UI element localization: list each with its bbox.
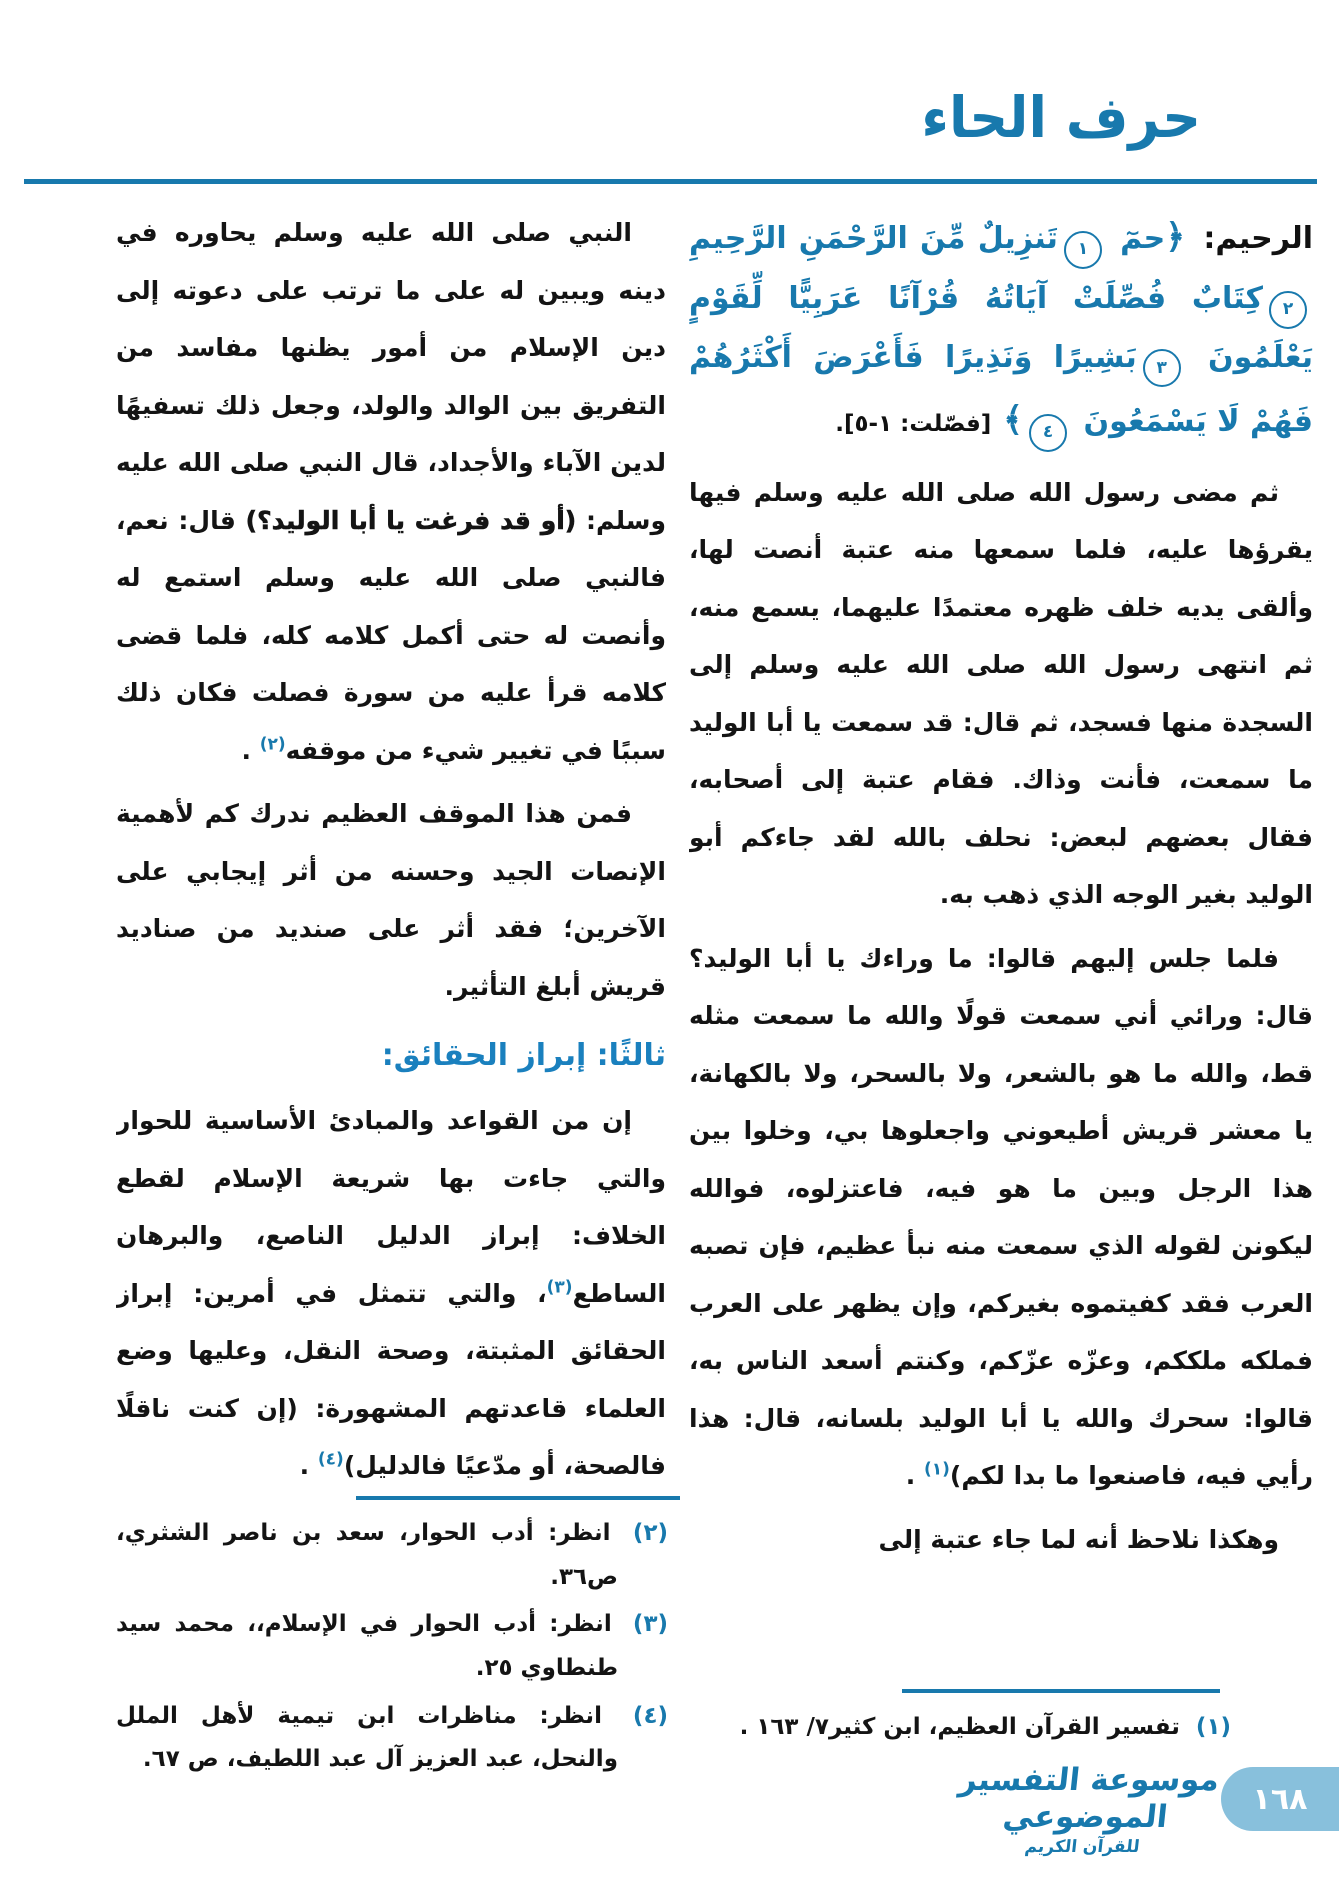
paragraph <box>116 204 666 779</box>
publisher-logo-subtitle: للقرآن الكريم <box>1023 1837 1141 1858</box>
footnote-ref: (٤) <box>317 1449 344 1470</box>
chapter-title: حرف الحاء <box>921 84 1201 151</box>
page-number-badge <box>1221 1767 1339 1831</box>
ayah-number: ٢ <box>1269 291 1307 329</box>
footnote <box>116 1512 668 1599</box>
bold-run: (أو قد فرغت يا أبا الوليد؟) <box>245 505 577 535</box>
footnotes-right <box>671 1706 1231 1754</box>
text-run: . <box>299 1451 318 1480</box>
footnote-text: تفسير القرآن العظيم، ابن كثير٧/ ١٦٣ . <box>739 1714 1188 1740</box>
footnote-ref: (٣) <box>546 1277 573 1298</box>
publisher-logo <box>936 1762 1236 1858</box>
verse-text: تَنزِيلٌ مِّنَ الرَّحْمَنِ الرَّحِيمِ <box>689 221 1058 256</box>
left-column-paragraphs <box>116 204 666 1488</box>
text-run: إن من القواعد والمبادئ الأساسية للحوار والتي جاءت بها شريعة الإسلام لقطع الخلاف: إبراز الدليل الناصع، والبرهان الساطع <box>116 1106 666 1308</box>
footnote-text: انظر: أدب الحوار في الإسلام،، محمد سيد طنطاوي ٢٥. <box>116 1611 625 1682</box>
header-rule <box>24 179 1317 184</box>
verse-text: حمٓ <box>1107 221 1166 256</box>
text-run: ثم مضى رسول الله صلى الله عليه وسلم فيها يقرؤها عليه، فلما سمعها منه عتبة أنصت لها، وألقى يديه خلف ظهره معتمدًا عليهما، يسمع منه، ثم انتهى رسول الله صلى الله عليه وسلم إلى السجدة منها فسجد، ثم قال: قد سمعت يا أبا الوليد ما سمعت، فأنت وذاك. فقام عتبة إلى أصحابه، فقال بعضهم لبعض: نحلف بالله لقد جاءكم أبو الوليد بغير الوجه الذي ذهب به. <box>689 477 1313 910</box>
verse-close-bracket: ﴾ <box>991 400 1024 441</box>
footnotes-left <box>116 1512 668 1786</box>
paragraph <box>689 464 1313 924</box>
paragraph <box>689 1511 1313 1569</box>
text-run: ، والتي تتمثل في أمرين: إبراز الحقائق المثبتة، وصحة النقل، وعليها وضع العلماء قاعدتهم المشهورة: (إن كنت ناقلًا فالصحة، أو مدّعيًا فالدليل) <box>116 1278 666 1480</box>
footnote-marker: (٤) <box>632 1702 668 1729</box>
text-run: وهكذا نلاحظ أنه لما جاء عتبة إلى <box>878 1524 1279 1554</box>
page-number: ١٦٨ <box>1252 1781 1308 1817</box>
verse-reference: [فصّلت: ١-٥]. <box>835 411 992 438</box>
paragraph <box>689 930 1313 1505</box>
footnote <box>116 1603 668 1690</box>
paragraph <box>116 785 666 1015</box>
footnote-text: انظر: مناظرات ابن تيمية لأهل الملل والنحل، عبد العزيز آل عبد اللطيف، ص ٦٧. <box>116 1702 625 1773</box>
footnote-marker: (٢) <box>632 1520 668 1546</box>
text-run: فلما جلس إليهم قالوا: ما وراءك يا أبا الوليد؟ قال: ورائي أني سمعت قولًا والله ما سمعت مثله قط، والله ما هو بالشعر، ولا بالسحر، ولا بالكهانة، يا معشر قريش أطيعوني واجعلوها بي، وخلوا بين هذا الرجل وبين ما هو فيه، فاعتزلوه، فوالله ليكونن لقوله الذي سمعت منه نبأ عظيم، فإن تصبه العرب فقد كفيتموه بغيركم، وإن يظهر على العرب فملكه ملككم، وعزّه عزّكم، وكنتم أسعد الناس به، قالوا: سحرك والله يا أبا الوليد بلسانه، قال: هذا رأيي فيه، فاصنعوا ما بدا لكم) <box>689 943 1313 1491</box>
right-column-paragraphs <box>689 464 1313 1569</box>
left-column <box>116 204 666 1488</box>
verse-text: بَشِيرًا وَنَذِيرًا فَأَعْرَضَ أَكْثَرُهُمْ فَهُمْ لَا يَسْمَعُونَ <box>689 339 1313 440</box>
footnote-marker: (٣) <box>632 1611 668 1638</box>
ayah-number: ١ <box>1064 231 1102 269</box>
footnote-ref: (١) <box>923 1459 950 1480</box>
paragraph <box>116 1092 666 1488</box>
text-run: قال: نعم، فالنبي صلى الله عليه وسلم استمع له وأنصت له حتى أكمل كلامه كله، فلما قضى كلامه قرأ عليه من سورة فصلت فكان ذلك سببًا في تغيير شيء من موقفه <box>116 505 666 765</box>
footnote-ref: (٢) <box>259 734 286 755</box>
text-run: فمن هذا الموقف العظيم ندرك كم لأهمية الإنصات الجيد وحسنه من أثر إيجابي على الآخرين؛ فقد أثر على صنديد من صناديد قريش أبلغ التأثير. <box>116 799 666 1001</box>
verse-open-bracket: ﴿ <box>1165 217 1186 257</box>
publisher-logo-title: موسوعة التفسير الموضوعي <box>957 1762 1222 1836</box>
text-run: . <box>905 1461 924 1491</box>
footnote <box>671 1706 1231 1750</box>
footnote-rule-left <box>356 1496 680 1500</box>
section-heading: ثالثًا: إبراز الحقائق: <box>381 1038 666 1073</box>
footnote-rule-right <box>902 1689 1220 1693</box>
text-run: . <box>241 735 260 765</box>
verse-lead-word: الرحيم: <box>1191 221 1313 256</box>
right-column <box>689 204 1313 1574</box>
ayah-number: ٤ <box>1029 414 1067 452</box>
footnote <box>116 1695 668 1782</box>
verse-text: كِتَابٌ فُصِّلَتْ آيَاتُهُ قُرْآنًا عَرَبِيًّا لِّقَوْمٍ يَعْلَمُونَ <box>689 281 1313 375</box>
text-run: النبي صلى الله عليه وسلم يحاوره في دينه ويبين له على ما ترتب على دعوته إلى دين الإسلام من أمور يظنها مفاسد من التفريق بين الوالد والولد، وجعل ذلك تسفيهًا لدين الآباء والأجداد، قال النبي صلى الله عليه وسلم: <box>116 218 666 535</box>
footnote-text: انظر: أدب الحوار، سعد بن ناصر الشثري، ص٣٦. <box>116 1520 625 1590</box>
footnote-marker: (١) <box>1195 1714 1231 1740</box>
quran-verse <box>689 204 1313 454</box>
ayah-number: ٣ <box>1143 349 1181 387</box>
